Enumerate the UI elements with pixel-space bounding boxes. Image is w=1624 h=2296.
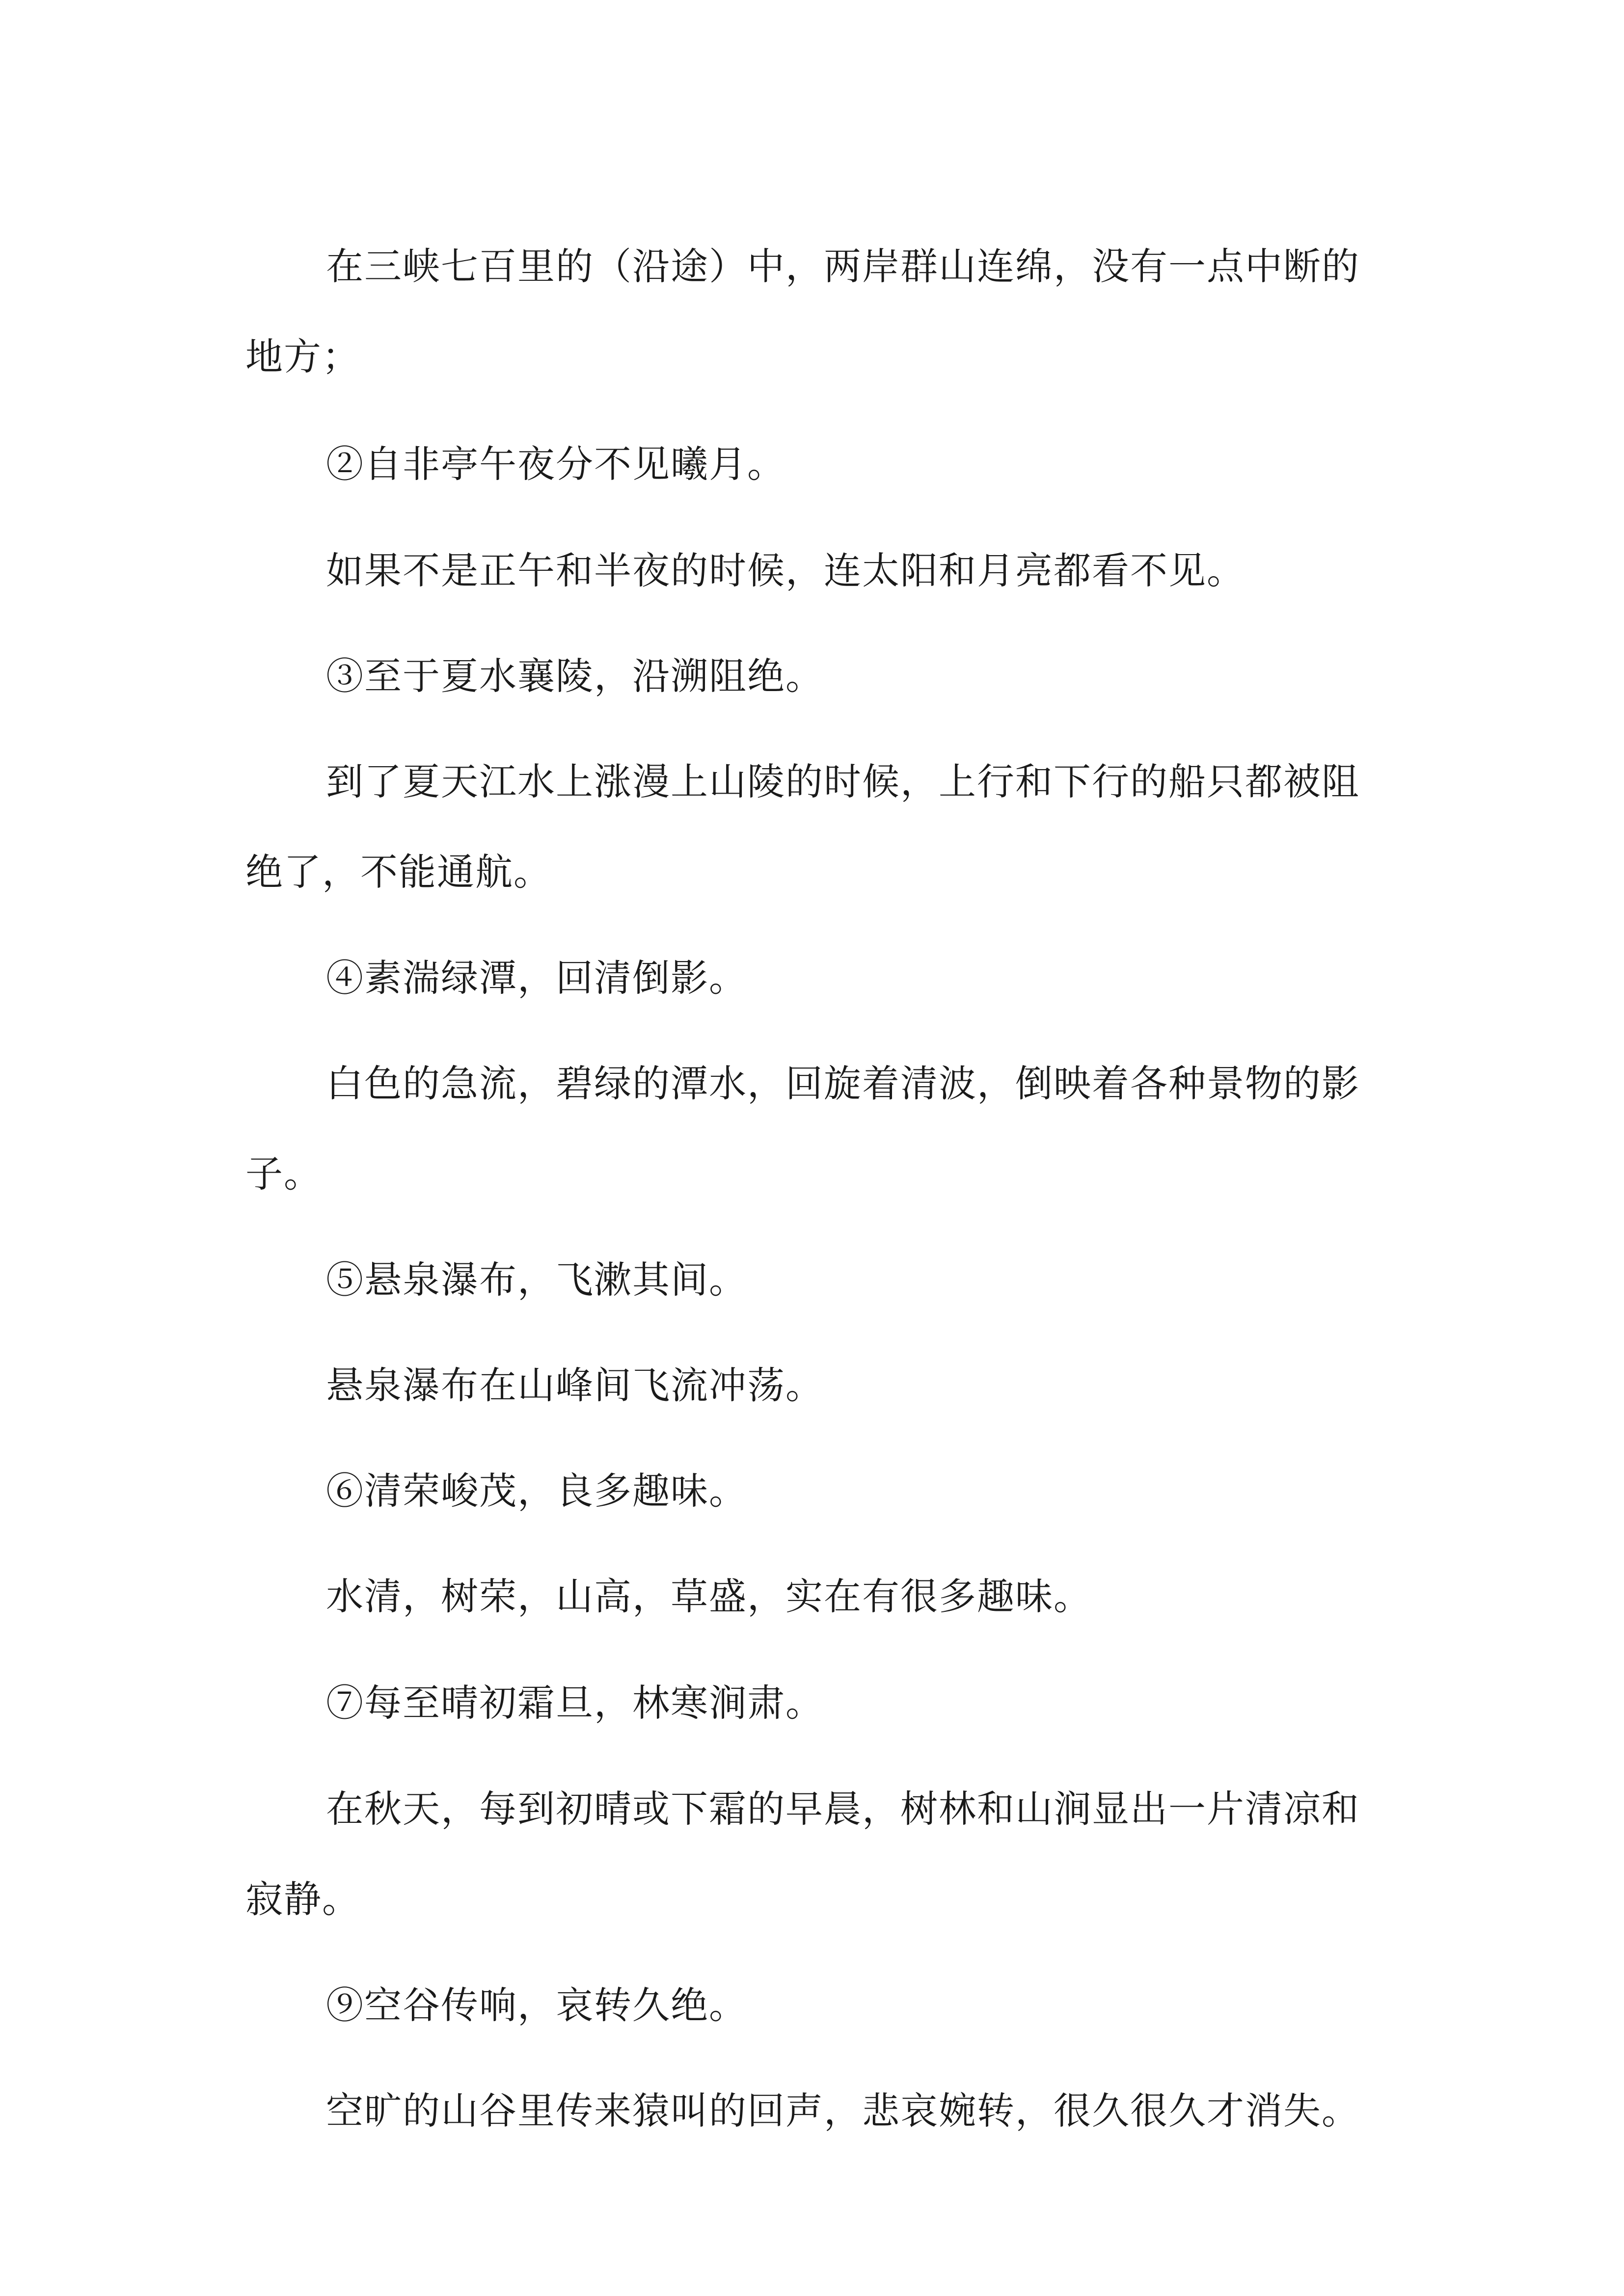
paragraph-12: ⑦每至晴初霜旦，林寒涧肃。 [326,1681,824,1725]
paragraph-6: ④素湍绿潭，回清倒影。 [326,956,747,1000]
paragraph-13: 在秋天，每到初晴或下霜的早晨，树林和山涧显出一片清凉和寂静。 [245,1787,1360,1921]
paragraph-5: 到了夏天江水上涨漫上山陵的时候，上行和下行的船只都被阻绝了，不能通航。 [245,760,1360,894]
paragraph-8: ⑤悬泉瀑布，飞漱其间。 [326,1258,747,1302]
paragraph-10: ⑥清荣峻茂，良多趣味。 [326,1469,747,1513]
paragraph-3: 如果不是正午和半夜的时候，连太阳和月亮都看不见。 [326,549,1245,592]
paragraph-15: 空旷的山谷里传来猿叫的回声，悲哀婉转，很久很久才消失。 [326,2089,1360,2133]
paragraph-1: 在三峡七百里的（沿途）中，两岸群山连绵，没有一点中断的地方； [245,244,1360,378]
paragraph-7: 白色的急流，碧绿的潭水，回旋着清波，倒映着各种景物的影子。 [245,1062,1360,1196]
paragraph-14: ⑨空谷传响，哀转久绝。 [326,1983,747,2027]
paragraph-9: 悬泉瀑布在山峰间飞流冲荡。 [326,1363,824,1407]
paragraph-11: 水清，树荣，山高，草盛，实在有很多趣味。 [326,1575,1092,1618]
paragraph-2: ②自非亭午夜分不见曦月。 [326,442,785,486]
paragraph-4: ③至于夏水襄陵，沿溯阻绝。 [326,654,824,698]
